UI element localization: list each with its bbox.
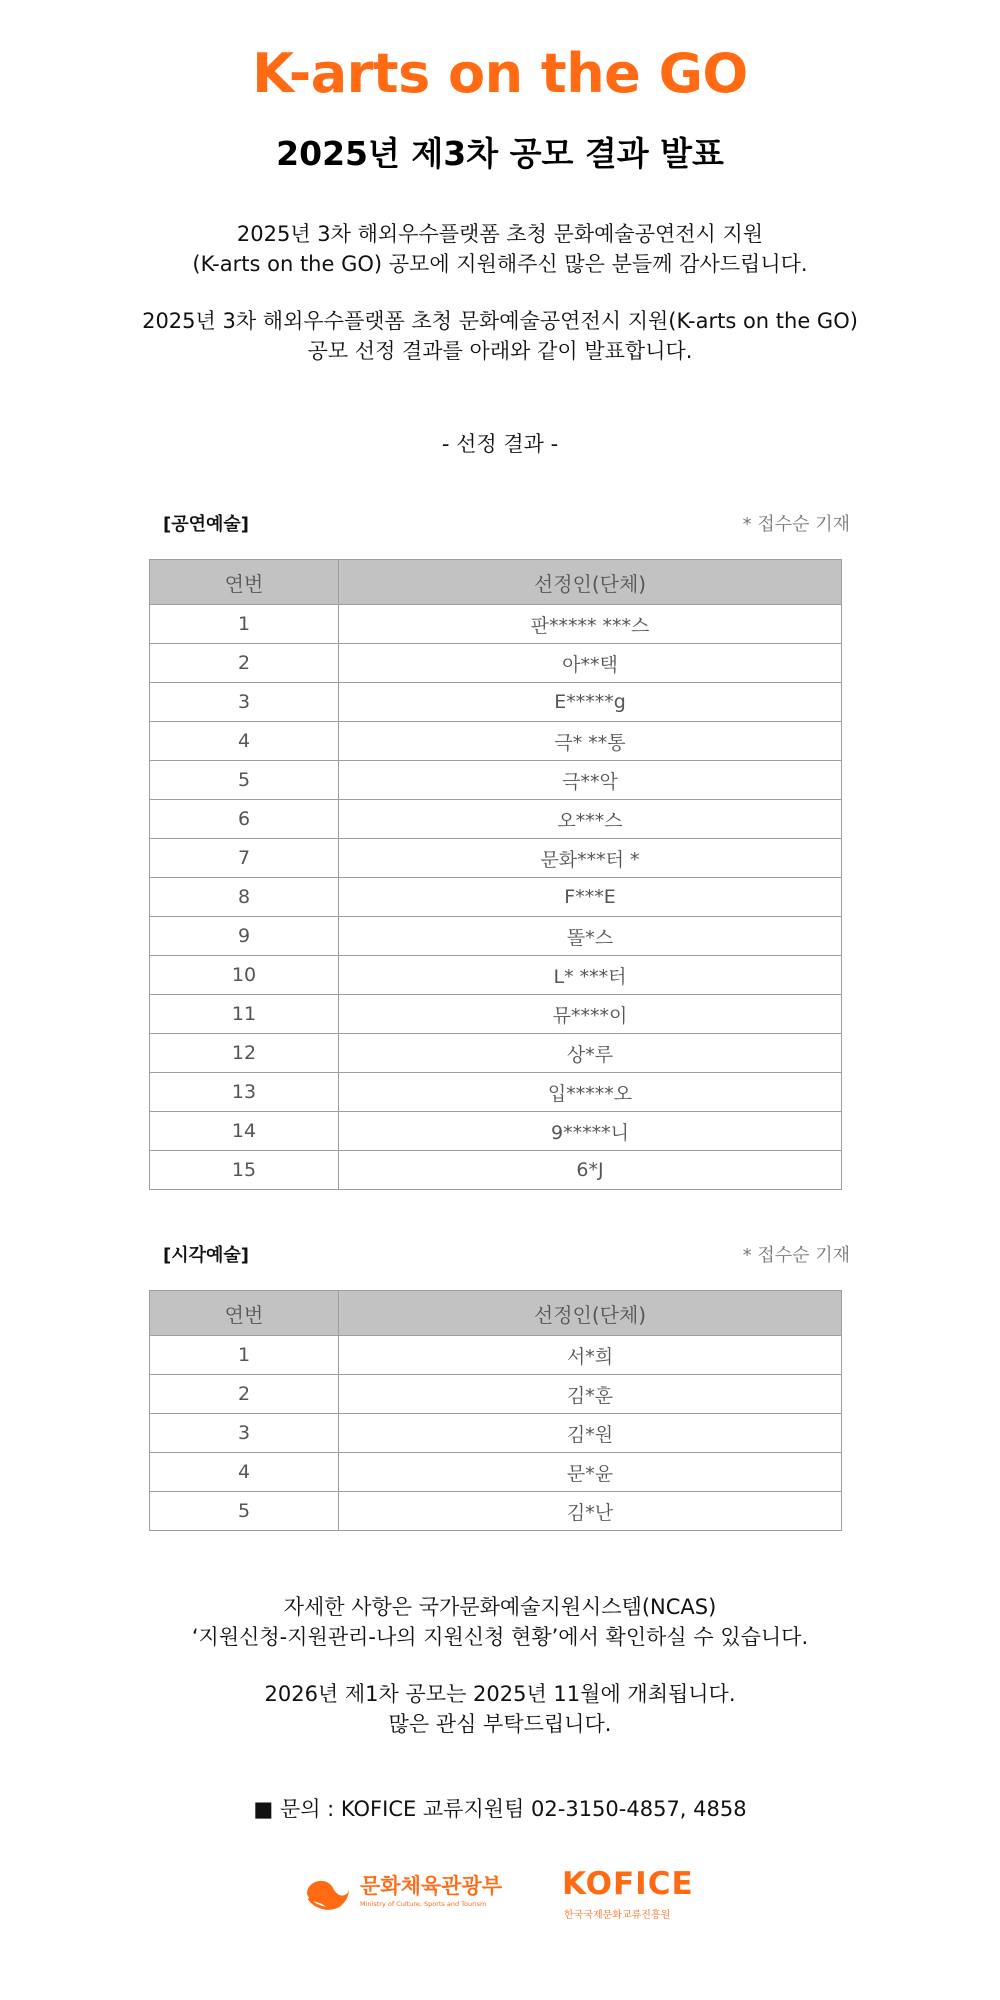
closing-line: ‘지원신청-지원관리-나의 지원신청 현황’에서 확인하실 수 있습니다. [191,1625,809,1649]
contact-info: ■ 문의 : KOFICE 교류지원팀 02-3150-4857, 4858 [253,1797,747,1821]
selectee-name: F***E [339,878,842,917]
table-header-row [150,1291,842,1336]
intro-line: 2025년 3차 해외우수플랫폼 초청 문화예술공연전시 지원(K-arts on the GO) [142,309,858,333]
table-row [150,1151,842,1190]
selectee-name: 김*난 [339,1492,842,1531]
selectee-name: 9*****니 [339,1112,842,1151]
table-row [150,1492,842,1531]
results-title: - 선정 결과 - [441,432,559,456]
table-row [150,800,842,839]
col-header-name: 선정인(단체) [339,560,842,605]
row-number: 1 [150,1336,339,1375]
table-row [150,1073,842,1112]
selectee-name: 극* **통 [339,722,842,761]
selectee-name: 아**택 [339,644,842,683]
table-row [150,1453,842,1492]
closing-paragraph-ncas [0,1592,1000,1652]
performing-arts-note: * 접수순 기재 [742,514,850,535]
row-number: 10 [150,956,339,995]
closing-paragraph-next [0,1679,1000,1739]
table-row [150,1375,842,1414]
row-number: 1 [150,605,339,644]
row-number: 13 [150,1073,339,1112]
announcement-headline: 2025년 제3차 공모 결과 발표 [276,134,724,173]
selectee-name: 문*윤 [339,1453,842,1492]
row-number: 2 [150,1375,339,1414]
visual-arts-note: * 접수순 기재 [742,1245,850,1266]
performing-arts-table [149,559,842,1190]
selectee-name: 똘*스 [339,917,842,956]
brand-title: K-arts on the GO [252,42,748,105]
row-number: 5 [150,761,339,800]
selectee-name: 6*J [339,1151,842,1190]
table-row [150,995,842,1034]
row-number: 6 [150,800,339,839]
table-row [150,722,842,761]
intro-paragraph-announce [0,306,1000,366]
selectee-name: 김*원 [339,1414,842,1453]
selectee-name: 오***스 [339,800,842,839]
selectee-name: 입*****오 [339,1073,842,1112]
table-row [150,1414,842,1453]
selectee-name: 서*희 [339,1336,842,1375]
intro-line: 2025년 3차 해외우수플랫폼 초청 문화예술공연전시 지원 [236,222,764,246]
table-header-row [150,560,842,605]
selectee-name: 극**악 [339,761,842,800]
intro-paragraph-thanks [0,219,1000,279]
row-number: 11 [150,995,339,1034]
row-number: 5 [150,1492,339,1531]
table-row [150,761,842,800]
table-row [150,605,842,644]
row-number: 14 [150,1112,339,1151]
table-row [150,917,842,956]
table-row [150,683,842,722]
visual-arts-title: [시각예술] [163,1245,250,1266]
table-row [150,644,842,683]
selectee-name: 문화***터 * [339,839,842,878]
closing-line: 많은 관심 부탁드립니다. [388,1712,612,1736]
table-row [150,1336,842,1375]
footer-logos [0,1862,1000,1932]
kofice-name-ko: 한국국제문화교류진흥원 [564,1910,671,1921]
row-number: 3 [150,683,339,722]
row-number: 12 [150,1034,339,1073]
col-header-no: 연번 [150,560,339,605]
col-header-name: 선정인(단체) [339,1291,842,1336]
intro-line: (K-arts on the GO) 공모에 지원해주신 많은 분들께 감사드립니다. [192,252,808,276]
taegeuk-emblem-icon [303,1872,353,1914]
selectee-name: 판***** ***스 [339,605,842,644]
selectee-name: 상*루 [339,1034,842,1073]
row-number: 15 [150,1151,339,1190]
performing-arts-title: [공연예술] [163,514,250,535]
row-number: 3 [150,1414,339,1453]
mcst-logo [303,1870,513,1920]
selectee-name: 김*훈 [339,1375,842,1414]
selectee-name: L* ***터 [339,956,842,995]
col-header-no: 연번 [150,1291,339,1336]
table-row [150,839,842,878]
row-number: 7 [150,839,339,878]
row-number: 9 [150,917,339,956]
row-number: 2 [150,644,339,683]
mcst-name-ko: 문화체육관광부 [360,1874,503,1898]
intro-line: 공모 선정 결과를 아래와 같이 발표합니다. [307,339,693,363]
mcst-name-en: Ministry of Culture, Sports and Tourism [360,1900,487,1908]
closing-line: 2026년 제1차 공모는 2025년 11월에 개최됩니다. [264,1682,736,1706]
table-row [150,878,842,917]
row-number: 4 [150,1453,339,1492]
selectee-name: 뮤****이 [339,995,842,1034]
kofice-logo [562,1866,712,1922]
table-row [150,1034,842,1073]
table-row [150,956,842,995]
kofice-name-en: KOFICE [562,1866,694,1902]
selectee-name: E*****g [339,683,842,722]
closing-line: 자세한 사항은 국가문화예술지원시스템(NCAS) [283,1595,717,1619]
visual-arts-table [149,1290,842,1531]
row-number: 4 [150,722,339,761]
row-number: 8 [150,878,339,917]
table-row [150,1112,842,1151]
